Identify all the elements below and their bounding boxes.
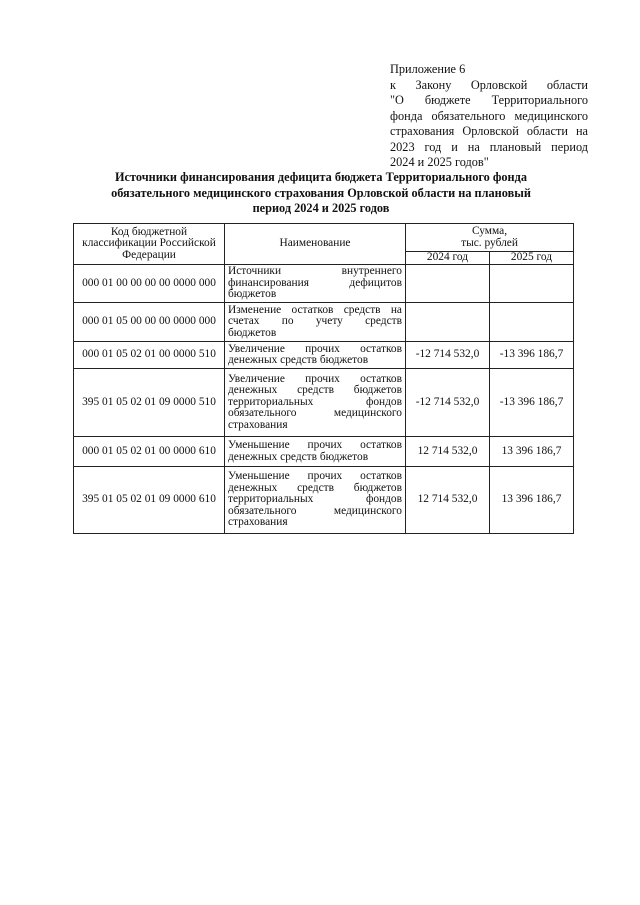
document-title <box>72 170 570 217</box>
row-value-2024: -12 714 532,0 <box>406 342 490 369</box>
row-name: Увеличение прочих остатков денежных средств бюджетов территориальных фондов обязательного медицинского страхования <box>225 369 406 437</box>
appendix-line: "О бюджете Территориального <box>390 93 588 107</box>
row-code: 000 01 05 02 01 00 0000 510 <box>74 342 225 369</box>
row-value-2025: -13 396 186,7 <box>490 369 574 437</box>
header-sum: Сумма, тыс. рублей <box>406 224 574 252</box>
appendix-line: 2024 и 2025 годов" <box>390 155 489 169</box>
row-value-2025: -13 396 186,7 <box>490 342 574 369</box>
row-value-2024: 12 714 532,0 <box>406 437 490 467</box>
header-name: Наименование <box>225 224 406 265</box>
appendix-line: 2023 год и на плановый период <box>390 139 588 154</box>
row-code: 000 01 05 02 01 00 0000 610 <box>74 437 225 467</box>
table-row <box>74 303 574 342</box>
row-name: Источники внутреннего финансирования дефицитов бюджетов <box>225 265 406 303</box>
row-code: 000 01 00 00 00 00 0000 000 <box>74 265 225 303</box>
appendix-line: фонда обязательного медицинского <box>390 108 588 123</box>
row-code: 395 01 05 02 01 09 0000 610 <box>74 467 225 534</box>
appendix-line: Приложение 6 <box>390 62 466 76</box>
appendix-note <box>390 62 588 171</box>
row-value-2025 <box>490 265 574 303</box>
title-line: Источники финансирования дефицита бюджета Территориального фонда <box>114 170 527 184</box>
row-code: 395 01 05 02 01 09 0000 510 <box>74 369 225 437</box>
title-line: обязательного медицинского страхования Орловской области на плановый <box>111 185 531 200</box>
appendix-line: к Закону Орловской области <box>390 77 588 92</box>
header-year-2025: 2025 год <box>490 252 574 265</box>
header-year-2024: 2024 год <box>406 252 490 265</box>
row-value-2025: 13 396 186,7 <box>490 467 574 534</box>
table-row <box>74 437 574 467</box>
appendix-line: страхования Орловской области на <box>390 124 588 138</box>
row-name: Увеличение прочих остатков денежных средств бюджетов <box>225 342 406 369</box>
row-name: Уменьшение прочих остатков денежных средств бюджетов территориальных фондов обязательного медицинского страхования <box>225 467 406 534</box>
table-row <box>74 467 574 534</box>
row-value-2024: 12 714 532,0 <box>406 467 490 534</box>
title-line: период 2024 и 2025 годов <box>252 201 390 215</box>
row-value-2024 <box>406 265 490 303</box>
header-code: Код бюджетной классификации Российской Федерации <box>74 224 225 265</box>
row-value-2025 <box>490 303 574 342</box>
table-header-row <box>74 224 574 252</box>
financing-sources-table <box>73 223 574 534</box>
row-code: 000 01 05 00 00 00 0000 000 <box>74 303 225 342</box>
row-value-2024 <box>406 303 490 342</box>
table-row <box>74 369 574 437</box>
row-name: Уменьшение прочих остатков денежных средств бюджетов <box>225 437 406 467</box>
table-row <box>74 265 574 303</box>
row-value-2025: 13 396 186,7 <box>490 437 574 467</box>
table-row <box>74 342 574 369</box>
row-name: Изменение остатков средств на счетах по учету средств бюджетов <box>225 303 406 342</box>
row-value-2024: -12 714 532,0 <box>406 369 490 437</box>
